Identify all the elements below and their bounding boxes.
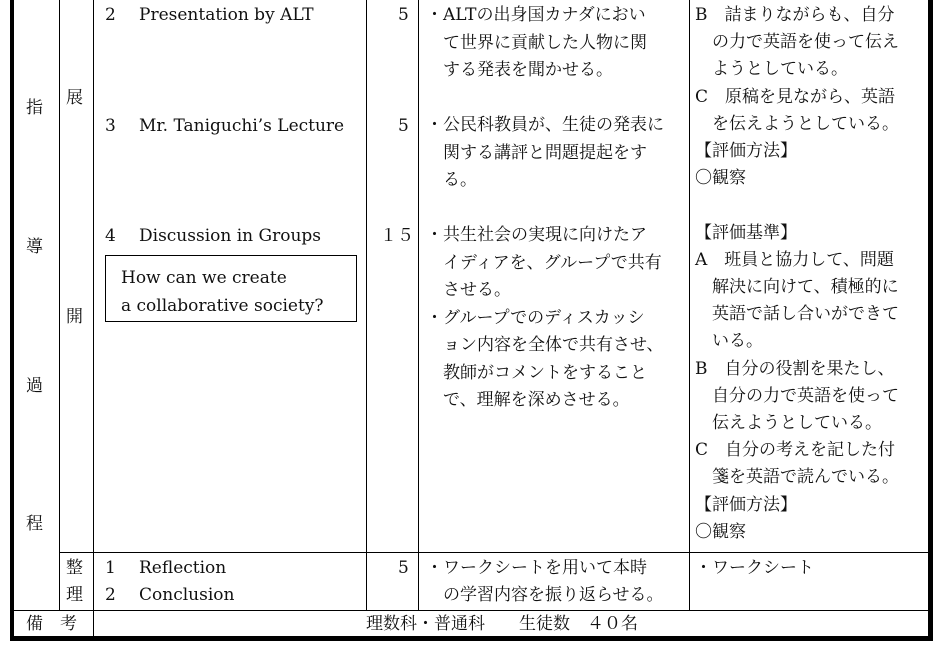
teacher-note-line: 関する講評と問題提起をす bbox=[426, 142, 647, 163]
evaluation-line: B 自分の役割を果たし、 bbox=[695, 358, 895, 379]
activity-number: 2 bbox=[105, 5, 116, 25]
evaluation-line: ようとしている。 bbox=[695, 59, 848, 80]
activity-minutes: 5 bbox=[398, 5, 409, 25]
evaluation-line: を伝えようとしている。 bbox=[695, 113, 899, 134]
evaluation-line: 英語で話し合いができて bbox=[695, 304, 899, 325]
question-line: a collaborative society? bbox=[121, 296, 324, 316]
seiri-evaluation: ・ワークシート bbox=[695, 558, 814, 578]
teacher-notes-tenkai bbox=[426, 2, 664, 415]
question-line: How can we create bbox=[121, 268, 287, 288]
evaluation-line: 解決に向けて、積極的に bbox=[695, 277, 899, 298]
evaluation-line: 〇観察 bbox=[695, 168, 746, 189]
question-box bbox=[105, 255, 357, 322]
evaluation-line: いる。 bbox=[695, 331, 763, 352]
activity-title: Presentation by ALT bbox=[139, 5, 314, 25]
col-line-3 bbox=[366, 0, 367, 610]
seiri-activity-title: Conclusion bbox=[139, 585, 235, 605]
side-label-char: 指 bbox=[26, 98, 43, 118]
side-label-char: 過 bbox=[26, 376, 43, 396]
seiri-note-line: ・ワークシートを用いて本時 bbox=[426, 558, 647, 578]
col-line-5 bbox=[689, 0, 690, 610]
evaluation-line: 【評価方法】 bbox=[695, 494, 797, 515]
section-label-seiri: 整 bbox=[66, 558, 83, 578]
seiri-activity-number: 1 bbox=[105, 558, 116, 578]
evaluation-line: 【評価基準】 bbox=[695, 222, 797, 243]
evaluation-line: A 班員と協力して、問題 bbox=[695, 249, 894, 270]
activity-number: 3 bbox=[105, 116, 116, 136]
evaluation-line: 箋を英語で読んでいる。 bbox=[695, 467, 899, 488]
teacher-note-line: ・共生社会の実現に向けたア bbox=[426, 225, 647, 245]
side-label-char: 程 bbox=[26, 514, 43, 534]
col-line-1 bbox=[59, 0, 60, 610]
teacher-note-line: て世界に貢献した人物に関 bbox=[426, 32, 647, 53]
teacher-note-line: ・ALTの出身国カナダにおい bbox=[426, 5, 646, 25]
teacher-note-line: させる。 bbox=[426, 280, 511, 300]
biko-label: 備 考 bbox=[26, 614, 77, 634]
row-line-biko-top bbox=[14, 610, 929, 611]
activity-minutes: １５ bbox=[380, 226, 414, 246]
teacher-note-line: ョン内容を全体で共有させ、 bbox=[426, 335, 664, 355]
evaluation-line: 自分の力で英語を使って bbox=[695, 385, 899, 406]
evaluation-line: の力で英語を使って伝え bbox=[695, 32, 899, 53]
activity-number: 4 bbox=[105, 226, 116, 246]
evaluation-line: 伝えようとしている。 bbox=[695, 413, 882, 434]
teacher-note-line: で、理解を深めさせる。 bbox=[426, 390, 630, 410]
activity-minutes: 5 bbox=[398, 116, 409, 136]
evaluation-line bbox=[695, 192, 899, 219]
evaluation-tenkai bbox=[695, 2, 899, 546]
teacher-note-line bbox=[426, 195, 664, 223]
section-label-tenkai: 開 bbox=[66, 307, 83, 327]
evaluation-line: C 原稿を見ながら、英語 bbox=[695, 86, 896, 107]
biko-value: 理数科・普通科 生徒数 ４０名 bbox=[366, 614, 638, 634]
teacher-note-line: る。 bbox=[426, 170, 477, 190]
evaluation-line: C 自分の考えを記した付 bbox=[695, 440, 896, 461]
section-label-tenkai: 展 bbox=[66, 88, 83, 108]
seiri-minutes: 5 bbox=[398, 558, 409, 578]
teacher-note-line: する発表を聞かせる。 bbox=[426, 60, 613, 80]
teacher-note-line: 教師がコメントをすること bbox=[426, 362, 647, 383]
seiri-note-line: の学習内容を振り返らせる。 bbox=[426, 585, 664, 605]
col-line-2 bbox=[93, 0, 94, 636]
table-border-right bbox=[928, 0, 933, 641]
table-border-left bbox=[10, 0, 14, 641]
row-line-seiri-top bbox=[59, 552, 929, 553]
section-label-seiri: 理 bbox=[66, 585, 83, 605]
side-label-char: 導 bbox=[26, 237, 43, 257]
activity-title: Mr. Taniguchi’s Lecture bbox=[139, 116, 345, 136]
evaluation-line: 【評価方法】 bbox=[695, 141, 797, 162]
teacher-note-line: ・公民科教員が、生徒の発表に bbox=[426, 115, 664, 135]
table-border-bottom bbox=[10, 636, 933, 641]
evaluation-line: B 詰まりながらも、自分 bbox=[695, 5, 895, 25]
seiri-activity-title: Reflection bbox=[139, 558, 227, 578]
teacher-note-line bbox=[426, 85, 664, 113]
activity-title: Discussion in Groups bbox=[139, 226, 322, 246]
col-line-4 bbox=[418, 0, 419, 610]
teacher-note-line: ・グループでのディスカッシ bbox=[426, 307, 645, 328]
seiri-activity-number: 2 bbox=[105, 585, 116, 605]
evaluation-line: 〇観察 bbox=[695, 521, 746, 542]
teacher-note-line: イディアを、グループで共有 bbox=[426, 252, 662, 273]
